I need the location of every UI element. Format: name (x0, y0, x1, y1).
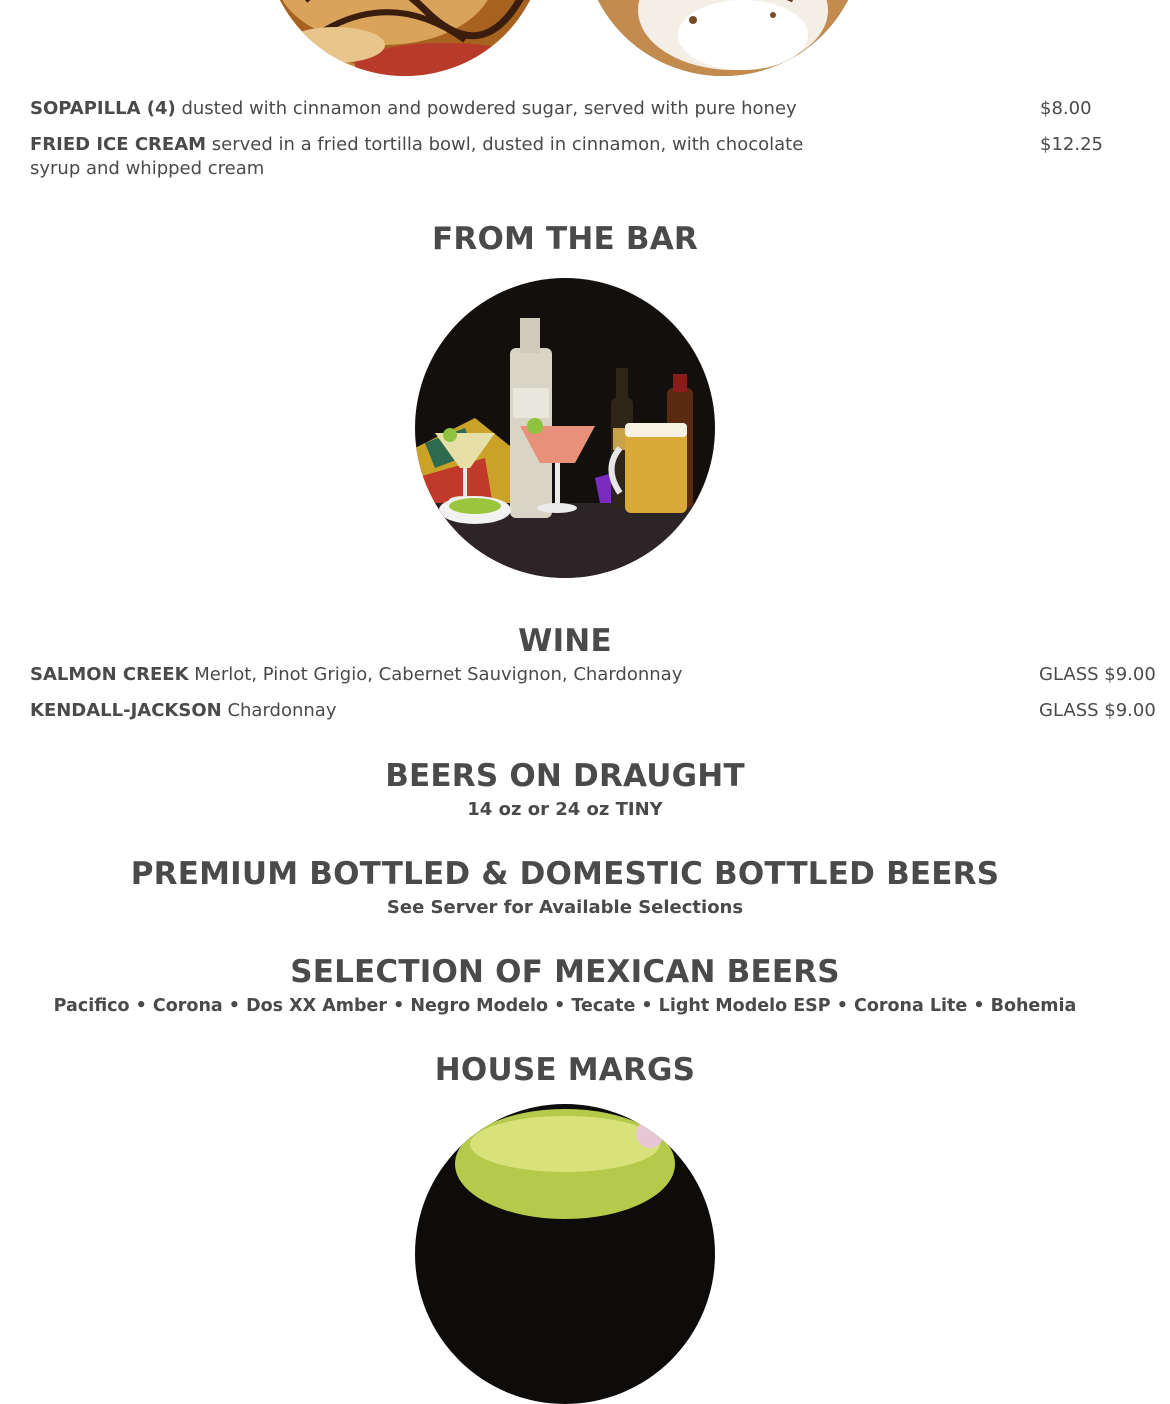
menu-item-sopapilla (30, 97, 830, 121)
menu-item-fried-ice-cream (30, 133, 830, 181)
item-description: Merlot, Pinot Grigio, Cabernet Sauvignon, Chardonnay (188, 664, 683, 685)
item-price: GLASS $9.00 (1039, 664, 1156, 685)
item-name: FRIED ICE CREAM (30, 134, 207, 155)
sopapilla-photo (265, 0, 545, 76)
section-title-premium-bottled: PREMIUM BOTTLED & DOMESTIC BOTTLED BEERS (130, 856, 1000, 892)
item-name: SALMON CREEK (30, 664, 189, 685)
item-price: $12.25 (1040, 134, 1103, 155)
item-price: GLASS $9.00 (1039, 700, 1156, 721)
menu-item-salmon-creek (30, 663, 830, 687)
item-name: KENDALL-JACKSON (30, 700, 222, 721)
item-description: dusted with cinnamon and powdered sugar, served with pure honey (175, 98, 797, 119)
fried-ice-cream-photo (583, 0, 863, 76)
section-subtitle-bottled: See Server for Available Selections (386, 897, 744, 918)
house-margs-photo (415, 1104, 715, 1404)
section-subtitle-mexican-beers: Pacifico • Corona • Dos XX Amber • Negro Modelo • Tecate • Light Modelo ESP • Corona Lite • Bohemia (53, 996, 1077, 1016)
item-price: $8.00 (1040, 98, 1092, 119)
menu-item-kendall-jackson (30, 699, 830, 723)
section-title-from-the-bar: FROM THE BAR (432, 221, 698, 257)
section-title-mexican-beers: SELECTION OF MEXICAN BEERS (290, 954, 840, 990)
section-title-wine: WINE (518, 623, 612, 659)
section-title-house-margs: HOUSE MARGS (434, 1052, 696, 1088)
section-title-beers-on-draught: BEERS ON DRAUGHT (385, 758, 745, 794)
item-description: Chardonnay (221, 700, 337, 721)
item-description: served in a fried tortilla bowl, dusted in cinnamon, with chocolate syrup and whipped cream (30, 134, 804, 179)
bar-drinks-photo (415, 278, 715, 578)
item-name: SOPAPILLA (4) (30, 98, 176, 119)
section-subtitle-draught: 14 oz or 24 oz TINY (467, 799, 663, 820)
